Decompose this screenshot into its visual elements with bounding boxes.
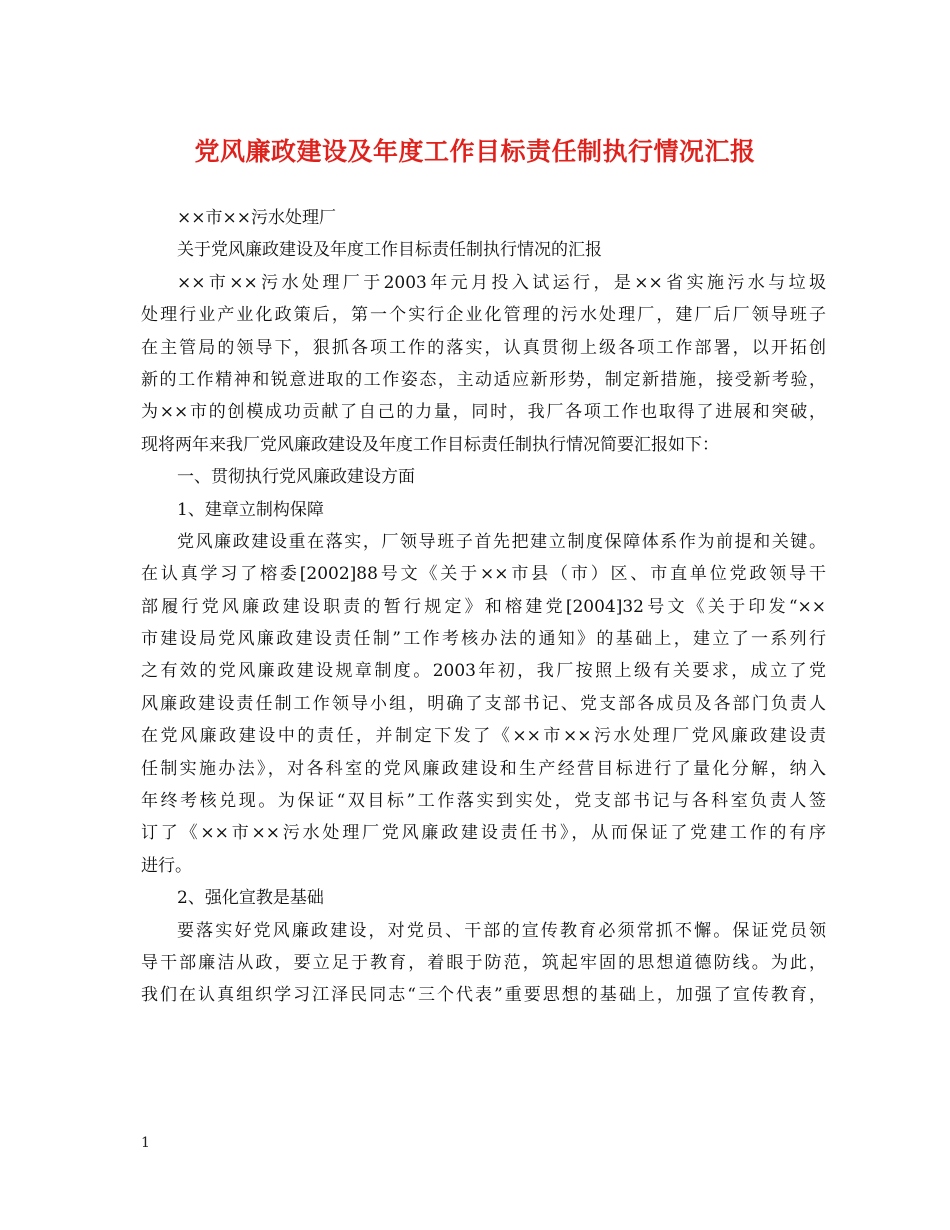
- text-line: ××市××污水处理厂: [177, 208, 336, 228]
- text-line: 进行。: [141, 855, 192, 876]
- text-line: 年终考核兑现。为保证“双目标”工作落实到实处，党支部书记与各科室负责人签: [141, 791, 826, 812]
- text-line: 现将两年来我厂党风廉政建设及年度工作目标责任制执行情况简要汇报如下：: [141, 434, 719, 455]
- text-line: 关于党风廉政建设及年度工作目标责任制执行情况的汇报: [177, 240, 602, 261]
- text-line: 订了《××市××污水处理厂党风廉政建设责任书》，从而保证了党建工作的有序: [141, 823, 826, 844]
- text-line: 在党风廉政建设中的责任，并制定下发了《××市××污水处理厂党风廉政建设责: [141, 726, 826, 747]
- text-line: 市建设局党风廉政建设责任制”工作考核办法的通知》的基础上，建立了一系列行: [141, 629, 826, 650]
- text-line: 处理行业产业化政策后，第一个实行企业化管理的污水处理厂，建厂后厂领导班子: [141, 305, 826, 326]
- text-line: 导干部廉洁从政，要立足于教育，着眼于防范，筑起牢固的思想道德防线。为此，: [141, 952, 826, 973]
- text-line: ××市××污水处理厂于2003年元月投入试运行，是××省实施污水与垃圾: [177, 272, 826, 293]
- text-line: 为××市的创模成功贡献了自己的力量，同时，我厂各项工作也取得了进展和突破，: [141, 402, 826, 423]
- text-line: 之有效的党风廉政建设规章制度。2003年初，我厂按照上级有关要求，成立了党: [141, 661, 826, 682]
- document-body: [141, 202, 826, 1012]
- text-line: 要落实好党风廉政建设，对党员、干部的宣传教育必须常抓不懈。保证党员领: [177, 920, 826, 941]
- text-line: 在主管局的领导下，狠抓各项工作的落实，认真贯彻上级各项工作部署，以开拓创: [141, 337, 826, 358]
- text-line: 我们在认真组织学习江泽民同志“三个代表”重要思想的基础上，加强了宣传教育，: [141, 985, 826, 1006]
- text-line: 在认真学习了榕委[2002]88号文《关于××市县（市）区、市直单位党政领导干: [141, 564, 826, 585]
- text-line: 新的工作精神和锐意进取的工作姿态，主动适应新形势，制定新措施，接受新考验，: [141, 369, 826, 390]
- document-title: 党风廉政建设及年度工作目标责任制执行情况汇报: [194, 137, 756, 166]
- subsection-heading: 1、建章立制构保障: [177, 499, 324, 520]
- text-line: 任制实施办法》，对各科室的党风廉政建设和生产经营目标进行了量化分解，纳入: [141, 758, 826, 779]
- page-number: 1: [141, 1135, 150, 1151]
- text-line: 党风廉政建设重在落实，厂领导班子首先把建立制度保障体系作为前提和关键。: [177, 531, 826, 552]
- text-line: 风廉政建设责任制工作领导小组，明确了支部书记、党支部各成员及各部门负责人: [141, 693, 826, 714]
- text-line: 部履行党风廉政建设职责的暂行规定》和榕建党[2004]32号文《关于印发“××: [141, 596, 826, 617]
- section-heading: 一、贯彻执行党风廉政建设方面: [177, 467, 415, 488]
- subsection-heading: 2、强化宣教是基础: [177, 888, 324, 909]
